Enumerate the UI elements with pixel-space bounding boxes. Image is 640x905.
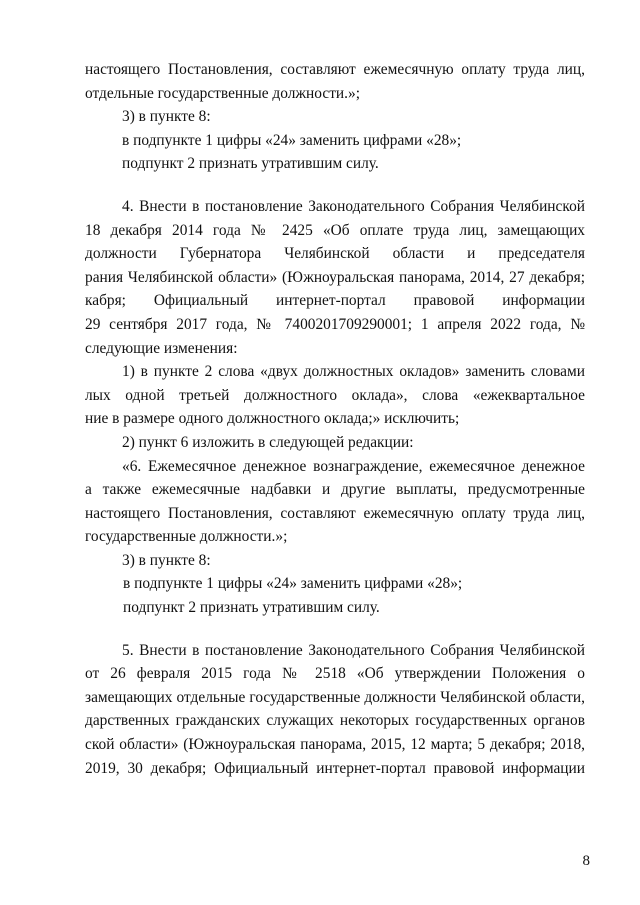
document-body	[85, 58, 585, 780]
text-line: государственные должности.»;	[85, 528, 288, 546]
paragraph-gap	[85, 176, 585, 195]
text-line: 4. Внести в постановление Законодательного Собрания Челябинской	[122, 197, 585, 215]
text-line: 5. Внести в постановление Законодательного Собрания Челябинской	[122, 641, 585, 659]
text-line: а также ежемесячные надбавки и другие выплаты, предусмотренные	[85, 481, 585, 499]
text-line: следующие изменения:	[85, 339, 238, 357]
paragraph-gap	[85, 620, 585, 639]
text-line: «6. Ежемесячное денежное вознаграждение, ежемесячное денежное	[122, 457, 585, 475]
text-line: 1) в пункте 2 слова «двух должностных окладов» заменить словами	[122, 363, 585, 381]
text-line: подпункт 2 признать утратившим силу.	[123, 599, 380, 617]
page-number: 8	[582, 853, 590, 869]
text-line: настоящего Постановления, составляют ежемесячную оплату труда лиц,	[85, 504, 585, 522]
text-line: дарственных гражданских служащих некоторых государственных органов	[85, 712, 585, 730]
text-line: лых одной третьей должностного оклада», слова «ежеквартальное	[85, 386, 585, 404]
text-line: в подпункте 1 цифры «24» заменить цифрами «28»;	[122, 131, 462, 149]
text-line: 2) пункт 6 изложить в следующей редакции:	[122, 433, 414, 451]
text-line: рания Челябинской области» (Южноуральская панорама, 2014, 27 декабря;	[85, 268, 585, 286]
text-line: от 26 февраля 2015 года № 2518 «Об утверждении Положения о	[85, 665, 585, 683]
text-line: ние в размере одного должностного оклада;» исключить;	[85, 410, 460, 428]
text-line: в подпункте 1 цифры «24» заменить цифрами «28»;	[123, 575, 463, 593]
text-line: 2019, 30 декабря; Официальный интернет-портал правовой информации	[85, 759, 585, 777]
text-line: ской области» (Южноуральская панорама, 2015, 12 марта; 5 декабря; 2018,	[85, 736, 585, 754]
text-line: отдельные государственные должности.»;	[85, 84, 360, 102]
text-line: 29 сентября 2017 года, № 7400201709290001; 1 апреля 2022 года, №	[85, 315, 585, 333]
text-line: 3) в пункте 8:	[122, 551, 211, 569]
text-line: замещающих отдельные государственные должности Челябинской области,	[85, 688, 585, 706]
text-line: подпункт 2 признать утратившим силу.	[122, 155, 379, 173]
text-line: 18 декабря 2014 года № 2425 «Об оплате труда лиц, замещающих	[85, 221, 585, 239]
text-line: кабря; Официальный интернет-портал правовой информации	[85, 292, 585, 310]
text-line: должности Губернатора Челябинской области и председателя	[85, 245, 585, 263]
text-line: 3) в пункте 8:	[122, 108, 211, 126]
text-line: настоящего Постановления, составляют ежемесячную оплату труда лиц,	[85, 61, 585, 78]
